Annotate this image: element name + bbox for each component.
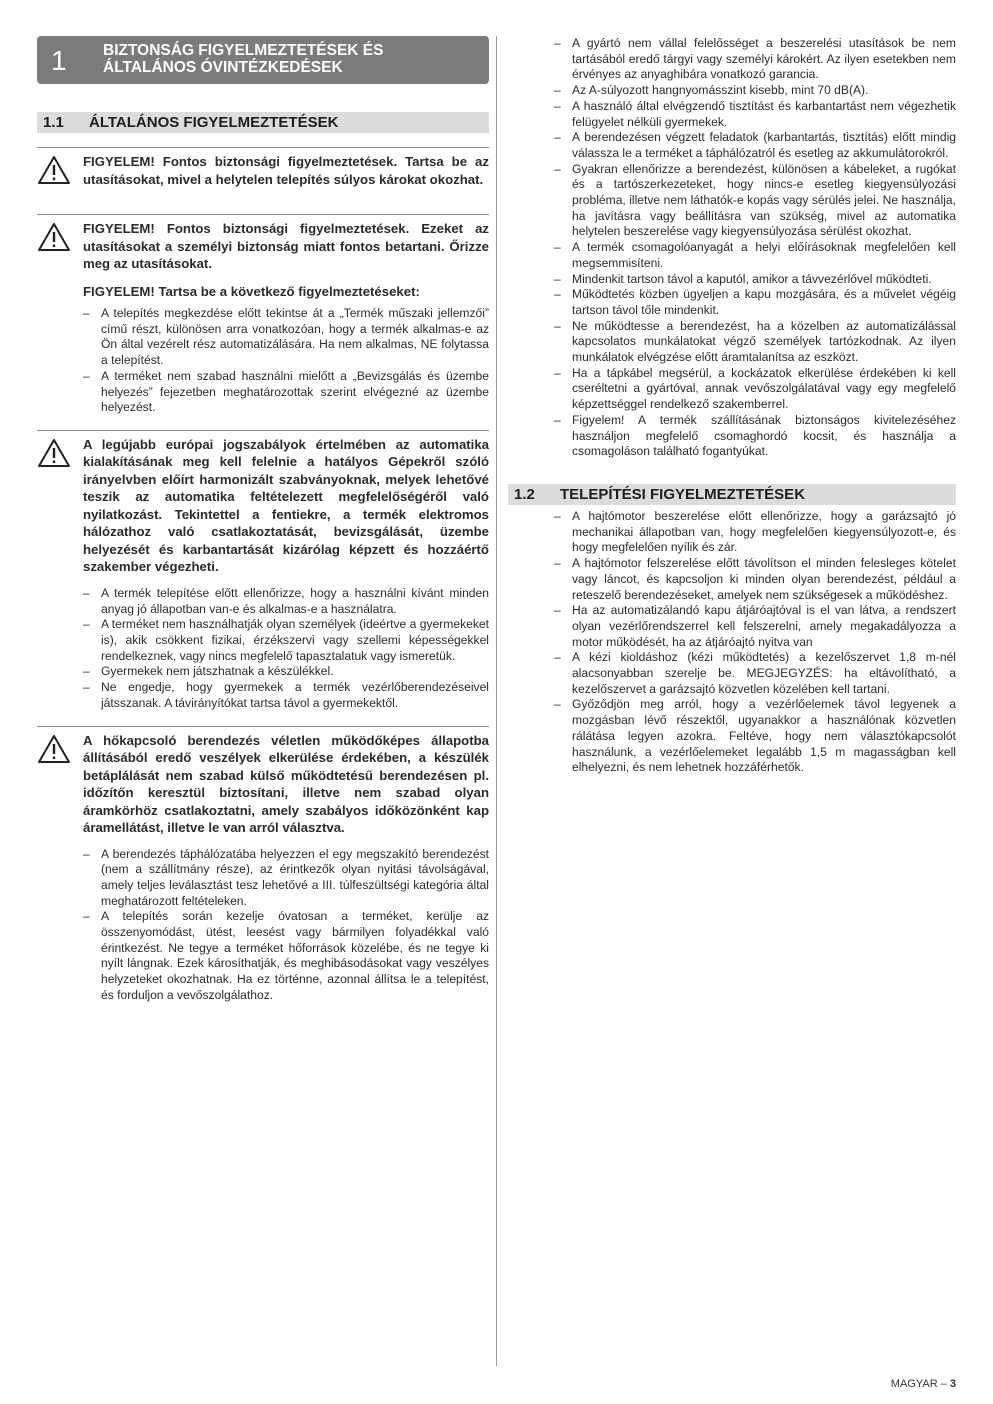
bullet-list-b	[37, 586, 489, 712]
list-item: – Működtetés közben ügyeljen a kapu mozgására, és a művelet végéig tartson távol tőle mindenkit.	[554, 287, 956, 318]
warning-block-2	[37, 214, 489, 273]
list-item: – Ne működtesse a berendezést, ha a közelben az automatizálással kapcsolatos munkálatokat végző személyek tartózkodnak. Az ilyen munkálatok elvégzése előtt áramtalanítsa az eszközt.	[554, 319, 956, 366]
list-item: – A terméket nem szabad használni mielőtt a „Bevizsgálás és üzembe helyezés” fejezetben meghatározottak szerint elvégezné az üzembe helyezést.	[83, 369, 489, 416]
footer-language: MAGYAR –	[890, 1378, 947, 1390]
list-item: – A telepítés során kezelje óvatosan a terméket, kerülje az összenyomódást, ütést, leesést vagy bármilyen folyadékkal való érintkezést. Ne tegye a terméket hőforrások közelébe, és ne tegye ki nyílt lángnak. Ezek károsíthatják, és meghibásodásokat vagy veszélyes helyzeteket okozhatnak. Ha ez történne, azonnal állítsa le a telepítést, és forduljon a vevőszolgálathoz.	[83, 909, 489, 1003]
list-item: – Mindenkit tartson távol a kaputól, amikor a távvezérlővel működteti.	[554, 272, 956, 288]
section-number: 1.2	[514, 485, 535, 503]
warning-triangle-icon	[37, 220, 83, 273]
warning-triangle-icon	[37, 732, 83, 837]
section-heading-1-2	[508, 484, 956, 505]
list-item: – A termék telepítése előtt ellenőrizze, hogy a használni kívánt minden anyag jó állapotban van-e és alkalmas-e a használatra.	[83, 586, 489, 617]
list-item: – A használó által elvégzendő tisztítást és karbantartást nem végezhetik felügyelet nélküli gyermekek.	[554, 99, 956, 130]
chapter-title	[103, 42, 383, 76]
list-item: – Győződjön meg arról, hogy a vezérlőelemek távol legyenek a mozgásban lévő részektől, ugyanakkor a használónak közvetlen rálátása legyen azokra. Feltéve, hogy nem választókapcsolót használunk, a vezérlőelemeket legalább 1,5 m magasságban kell elhelyezni, és nem lehetnek hozzáférhetők.	[554, 697, 956, 776]
list-item: – A gyártó nem vállal felelősséget a beszerelési utasítások be nem tartásából eredő tárgyi vagy személyi károkért. Az ilyen esetekben nem érvényes az anyaghibára vonatkozó garancia.	[554, 36, 956, 83]
list-item: – A hajtómotor felszerelése előtt távolítson el minden felesleges kötelet vagy láncot, és kapcsoljon ki minden olyan berendezést, például a reteszelő berendezéseket, amelyek nem szükségesek a működéshez.	[554, 556, 956, 603]
list-item: – A kézi kioldáshoz (kézi működtetés) a kezelőszervet 1,8 m-nél alacsonyabban szerelje be. MEGJEGYZÉS: ha eltávolítható, a kezelőszervet a garázsajtó közvetlen közelében kell tartani.	[554, 650, 956, 697]
list-item: – A terméket nem használhatják olyan személyek (ideértve a gyermekeket is), akik csökkent fizikai, érzékszervi vagy szellemi képességekkel rendelkeznek, vagy nincs megfelelő tapasztalatuk vagy ismeretük.	[83, 617, 489, 664]
list-item: – Gyakran ellenőrizze a berendezést, különösen a kábeleket, a rugókat és a tartószerkezeteket, hogy nincs-e esetleg kiegyensúlyozási probléma, illetve nem láthatók-e kopás vagy sérülés jelei. Ne használja, ha javításra vagy beállításra van szükség, mivel az automatika helytelen beszerelése vagy kiegyensúlyozása sérülést okozhat.	[554, 162, 956, 241]
list-item: – Gyermekek nem játszhatnak a készülékkel.	[83, 664, 489, 680]
list-item: – Az A-súlyozott hangnyomásszint kisebb, mint 70 dB(A).	[554, 83, 956, 99]
list-item: – Figyelem! A termék szállításának biztonságos kivitelezéséhez használjon megfelelő csomaghordó kocsit, és használja a csomagoláson található fogantyúkat.	[554, 413, 956, 460]
list-item: – Ne engedje, hogy gyermekek a termék vezérlőberendezéseivel játsszanak. A távirányítókat tartsa távol a gyermekektől.	[83, 680, 489, 711]
bullet-list-a	[37, 306, 489, 416]
bullet-list-c	[37, 847, 489, 1004]
warning-block-4	[37, 726, 489, 837]
section-title: TELEPÍTÉSI FIGYELMEZTETÉSEK	[560, 485, 806, 503]
bullet-list-d	[508, 36, 956, 460]
warning-block-1	[37, 147, 489, 190]
warning-triangle-icon	[37, 153, 83, 190]
page-number: 3	[949, 1378, 956, 1390]
warning-text: A legújabb európai jogszabályok értelmében az automatika kialakításának meg kell felelnie a hatályos Gépekről szóló irányelvben előírt harmonizált szabványoknak, melyek lehetővé teszik az automatika feltételezett megfelelőségéről való nyilatkozást. Tekintettel a fentiekre, a termék elektromos hálózathoz való csatlakoztatását, bevizsgálását, üzembe helyezését és karbantartását kizárólag képzett és hozzáértő szakember végezheti.	[83, 436, 489, 575]
warning-text: FIGYELEM! Fontos biztonsági figyelmeztetések. Ezeket az utasításokat a személyi biztonság miatt fontos betartani. Őrizze meg az utasításokat.	[83, 221, 489, 271]
list-item: – A berendezés táphálózatába helyezzen el egy megszakító berendezést (nem a szállítmány része), az érintkezők olyan nyitási távolságával, amely teljes leválasztást tesz lehetővé a III. túlfeszültségi kategória által meghatározott feltételeken.	[83, 847, 489, 910]
warning-block-3	[37, 430, 489, 576]
chapter-header	[37, 36, 489, 84]
list-item: – Ha az automatizálandó kapu átjáróajtóval is el van látva, a rendszert olyan vezérlőrendszerrel kell felszerelni, amely megakadályozza a motor működését, ha az átjáróajtó nyitva van	[554, 603, 956, 650]
list-item: – A berendezésen végzett feladatok (karbantartás, tisztítás) előtt mindig válassza le a terméket a táphálózatról és esetleg az akkumulátorokról.	[554, 130, 956, 161]
warning-text: A hőkapcsoló berendezés véletlen működőképes állapotba állításából eredő veszélyek elkerülése érdekében, a készülék betáplálását nem szabad külső működtetésű berendezésen pl. időzítőn keresztül biztosítani, illetve nem szabad olyan áramkörhöz csatlakoztatni, amely szabályos időközönként kap áramellátást, illetve le van arról választva.	[83, 732, 489, 836]
section-heading-1-1	[37, 112, 489, 133]
section-title: ÁLTALÁNOS FIGYELMEZTETÉSEK	[89, 114, 339, 131]
list-item: – A termék csomagolóanyagát a helyi előírásoknak megfelelően kell megsemmisíteni.	[554, 240, 956, 271]
warning-triangle-icon	[37, 436, 83, 576]
list-item: – Ha a tápkábel megsérül, a kockázatok elkerülése érdekében ki kell cseréltetni a gyártóval, annak vevőszolgálatával vagy egy megfelelő képzettséggel rendelkező szakemberrel.	[554, 366, 956, 413]
warning-subheading: FIGYELEM! Tartsa be a következő figyelmeztetéseket:	[83, 283, 420, 299]
list-item: – A hajtómotor beszerelése előtt ellenőrizze, hogy a garázsajtó jó mechanikai állapotban van, hogy megfelelően kiegyensúlyozott-e, és hogy megfelelően nyílik és zár.	[554, 509, 956, 556]
chapter-title-line1: BIZTONSÁG FIGYELMEZTETÉSEK ÉS	[103, 42, 384, 59]
list-item: – A telepítés megkezdése előtt tekintse át a „Termék műszaki jellemzői” című részt, különösen arra vonatkozóan, hogy a termék alkalmas-e az Ön által vezérelt rész automatizálására. Ha nem alkalmas, NE folytassa a telepítést.	[83, 306, 489, 369]
warning-text: FIGYELEM! Fontos biztonsági figyelmeztetések. Tartsa be az utasításokat, mivel a helytelen telepítés súlyos károkat okozhat.	[83, 154, 489, 187]
right-column	[508, 36, 956, 776]
section-number: 1.1	[43, 114, 64, 131]
column-divider	[496, 36, 497, 1366]
chapter-title-line2: ÁLTALÁNOS ÓVINTÉZKEDÉSEK	[103, 59, 343, 76]
chapter-number: 1	[51, 45, 67, 76]
page-footer	[891, 1378, 956, 1390]
left-column	[37, 36, 489, 1004]
bullet-list-e	[508, 509, 956, 776]
